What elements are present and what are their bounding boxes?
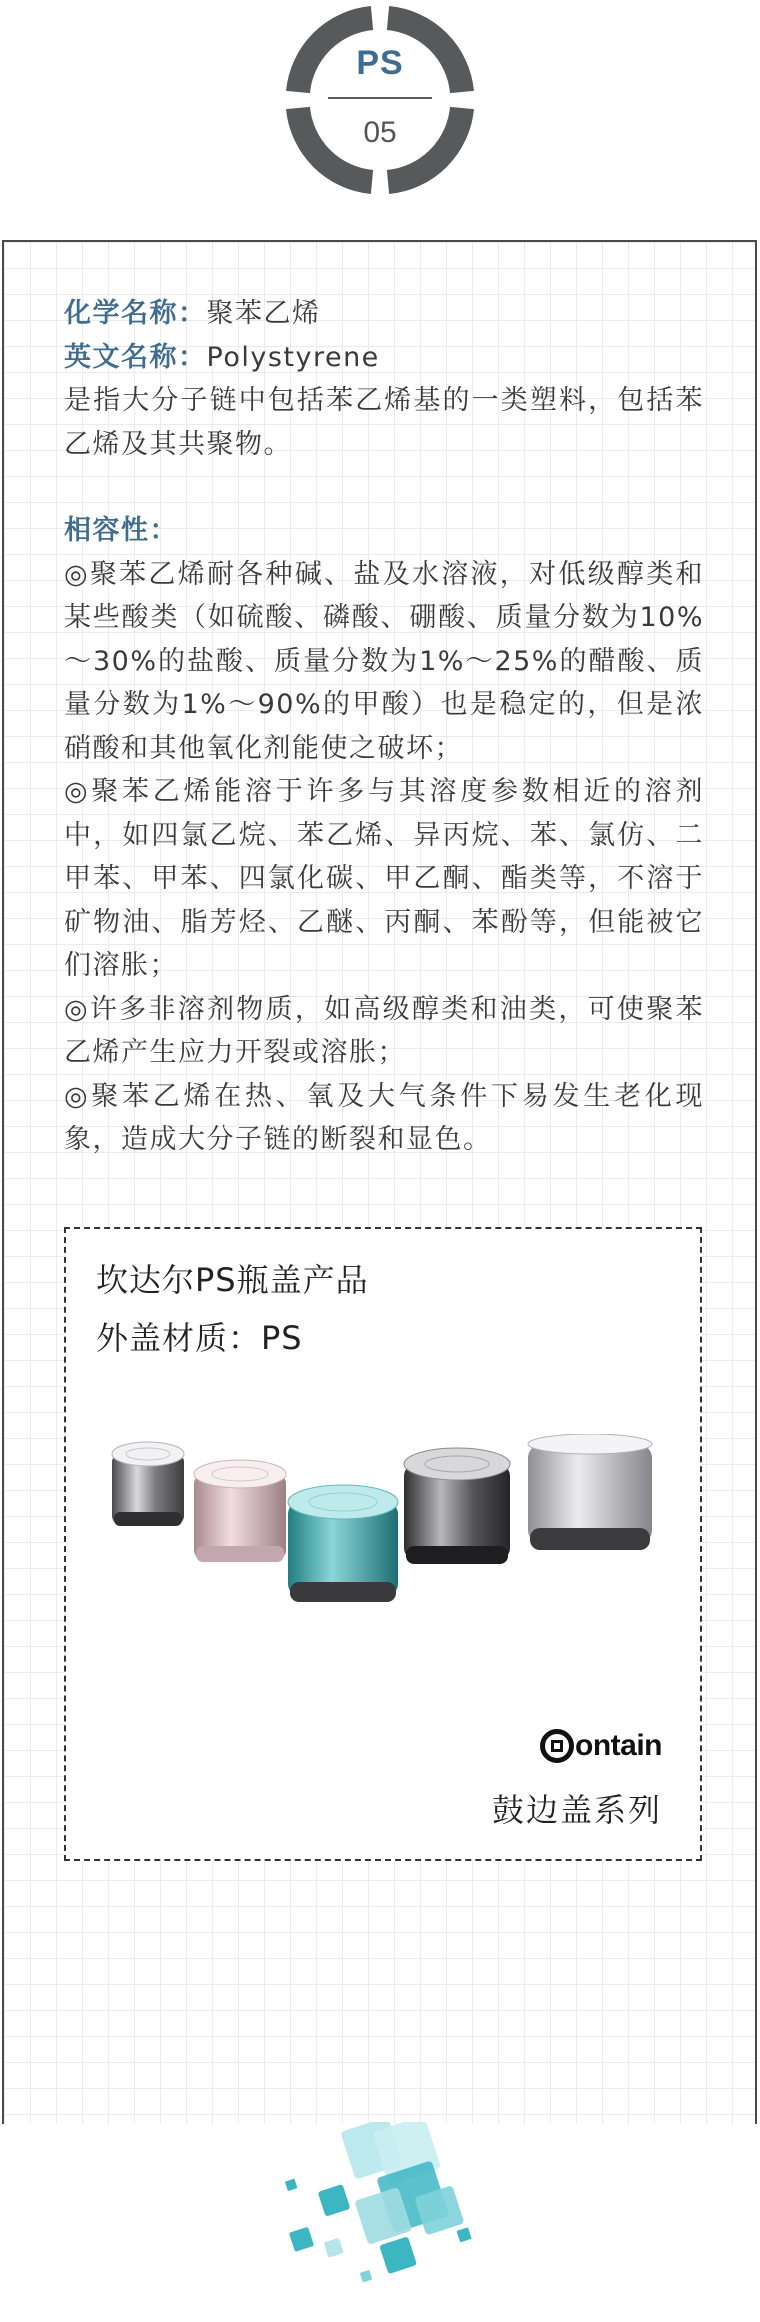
cap-frosted-large xyxy=(528,1434,652,1550)
brand-mark-icon xyxy=(540,1729,574,1763)
english-name-value: Polystyrene xyxy=(206,341,380,373)
chemical-name-label: 化学名称： xyxy=(64,298,207,329)
english-name-label: 英文名称： xyxy=(64,341,207,373)
product-title-line2: 外盖材质：PS xyxy=(96,1319,303,1357)
chemical-name-value: 聚苯乙烯 xyxy=(206,298,321,329)
content-panel xyxy=(2,240,757,2124)
cap-dark-chrome xyxy=(404,1448,510,1564)
product-title xyxy=(96,1251,369,1367)
english-name-line xyxy=(64,336,704,380)
compatibility-item: ◎许多非溶剂物质，如高级醇类和油类，可使聚苯乙烯产生应力开裂或溶胀； xyxy=(64,993,704,1068)
cap-silver-small xyxy=(112,1442,184,1526)
compatibility-item: ◎聚苯乙烯耐各种碱、盐及水溶液，对低级醇类和某些酸类（如硫酸、磷酸、硼酸、质量分数为10%～30%的盐酸、质量分数为1%～25%的醋酸、质量分数为1%～90%的甲酸）也是稳定的，但是浓硝酸和其他氧化剂能使之破坏； xyxy=(64,558,704,764)
description: 是指大分子链中包括苯乙烯基的一类塑料，包括苯乙烯及其共聚物。 xyxy=(64,385,704,460)
brand-logo xyxy=(540,1729,662,1763)
badge-number: 05 xyxy=(363,116,397,149)
decorative-squares-icon xyxy=(244,2122,504,2322)
material-info xyxy=(64,292,704,1162)
cap-teal xyxy=(288,1485,398,1602)
header-badge xyxy=(0,0,760,240)
brand-name: ontain xyxy=(575,1729,662,1762)
product-caps-image xyxy=(102,1434,672,1644)
series-name: 鼓边盖系列 xyxy=(491,1791,662,1829)
product-title-line1: 坎达尔PS瓶盖产品 xyxy=(96,1261,369,1299)
cap-pink xyxy=(194,1460,286,1562)
badge-code: PS xyxy=(356,44,404,82)
chemical-name-line xyxy=(64,292,704,336)
compatibility-item: ◎聚苯乙烯在热、氧及大气条件下易发生老化现象，造成大分子链的断裂和显色。 xyxy=(64,1080,704,1155)
badge-divider xyxy=(328,97,432,99)
product-showcase xyxy=(64,1227,702,1861)
compatibility-item: ◎聚苯乙烯能溶于许多与其溶度参数相近的溶剂中，如四氯乙烷、苯乙烯、异丙烷、苯、氯仿、二甲苯、甲苯、四氯化碳、甲乙酮、酯类等，不溶于矿物油、脂芳烃、乙醚、丙酮、苯酚等，但能被它们溶胀； xyxy=(64,776,704,981)
compatibility-label: 相容性： xyxy=(64,515,178,546)
